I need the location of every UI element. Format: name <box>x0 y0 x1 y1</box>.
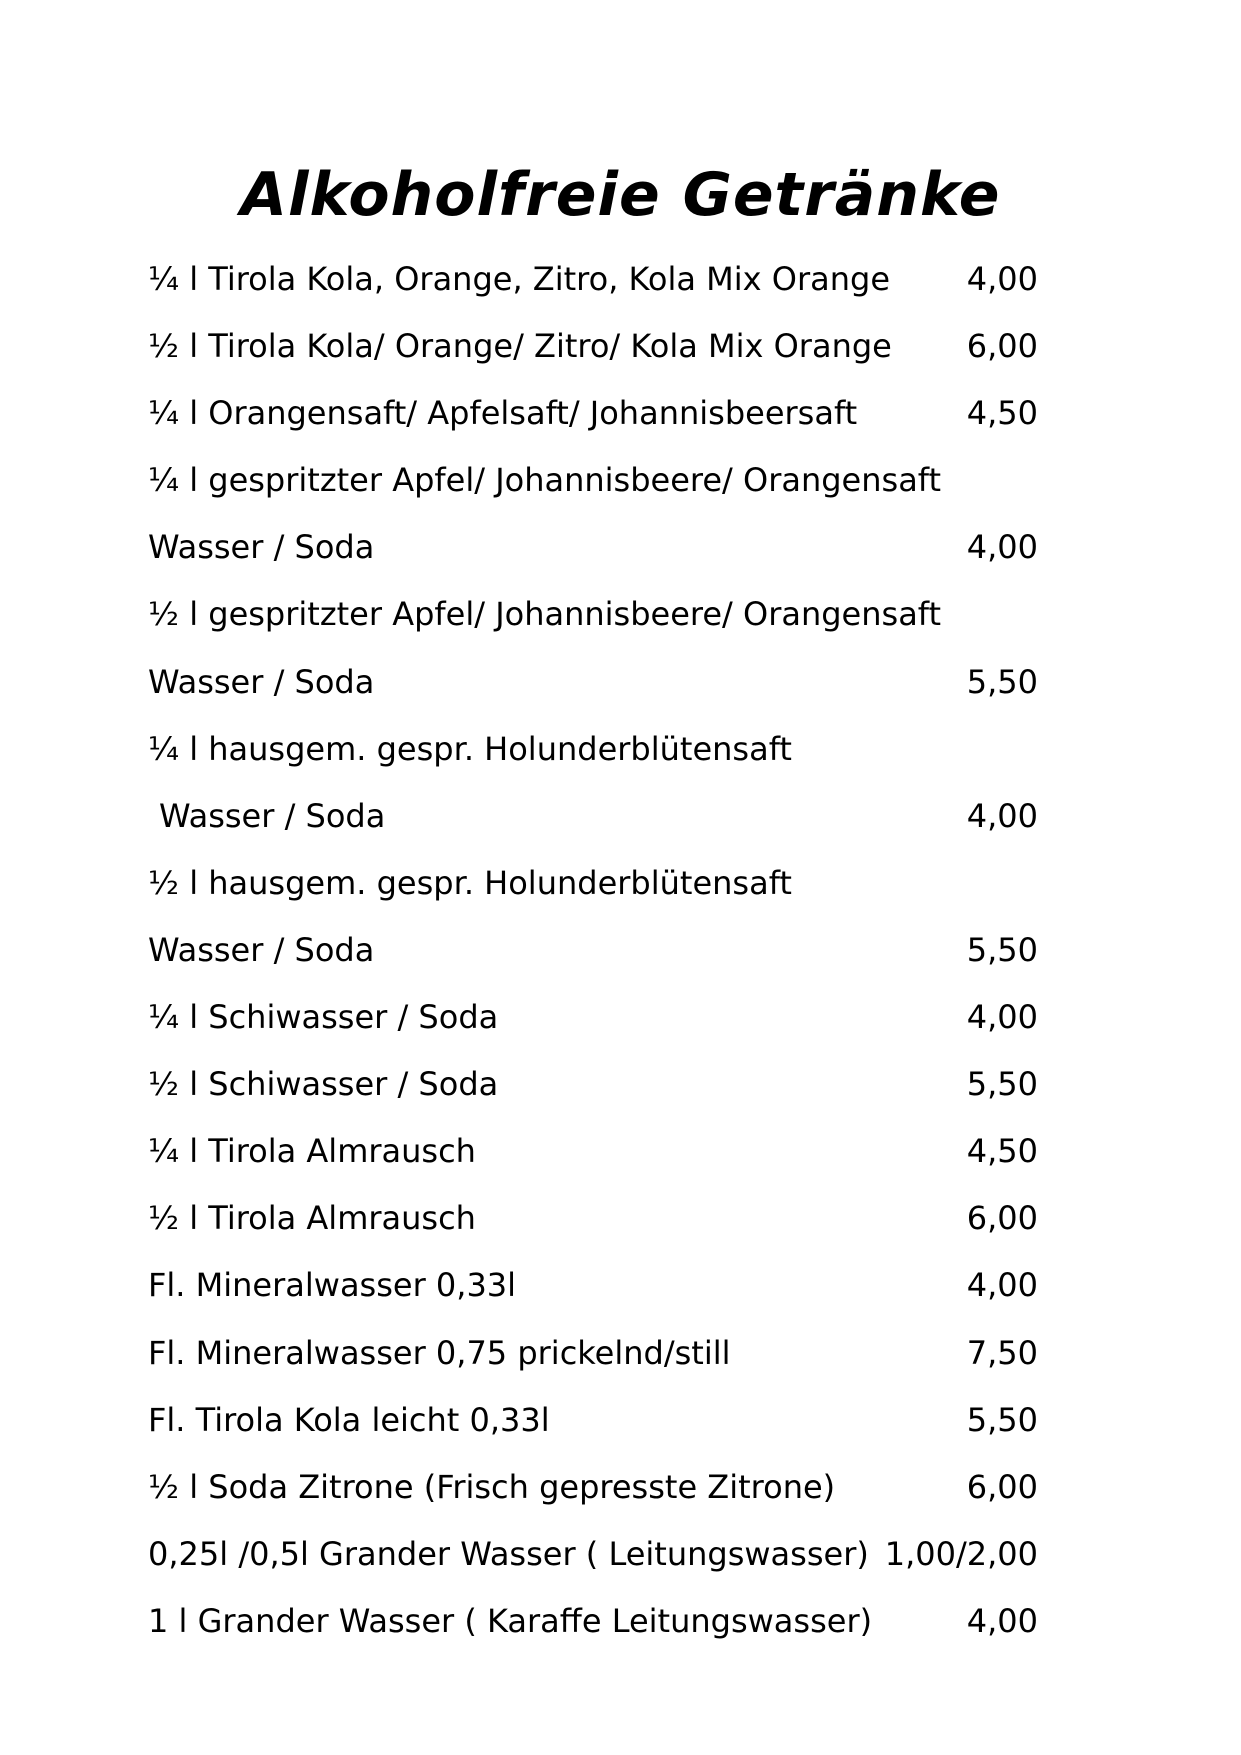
item-name: Wasser / Soda <box>148 930 375 969</box>
item-name: ½ l Tirola Almrausch <box>148 1199 476 1238</box>
item-name: 0,25l /0,5l Grander Wasser ( Leitungswasser) <box>148 1534 869 1573</box>
drinks-list <box>148 247 1038 1656</box>
item-name: ½ l Tirola Kola/ Orange/ Zitro/ Kola Mix Orange <box>148 327 892 366</box>
item-price: 6,00 <box>966 327 1038 366</box>
list-item <box>148 314 1038 381</box>
item-price: 6,00 <box>966 1467 1038 1506</box>
item-name: Fl. Mineralwasser 0,75 prickelnd/still <box>148 1333 731 1372</box>
list-item <box>148 1119 1038 1186</box>
list-item <box>148 918 1038 985</box>
list-item <box>148 851 1038 918</box>
item-name: Fl. Mineralwasser 0,33l <box>148 1266 517 1305</box>
list-item <box>148 582 1038 649</box>
page-title: Alkoholfreie Getränke <box>240 160 1001 230</box>
item-name: Wasser / Soda <box>159 796 386 835</box>
list-item <box>148 1052 1038 1119</box>
item-price: 5,50 <box>966 662 1038 701</box>
item-name: ¼ l Schiwasser / Soda <box>148 998 499 1037</box>
list-item <box>148 247 1038 314</box>
item-price: 4,00 <box>966 260 1038 298</box>
item-name: ½ l Schiwasser / Soda <box>148 1065 499 1104</box>
list-item <box>148 1186 1038 1253</box>
item-name: ½ l hausgem. gespr. Holunderblütensaft <box>148 863 792 902</box>
list-item <box>148 650 1038 717</box>
list-item <box>148 717 1038 784</box>
list-item <box>148 985 1038 1052</box>
list-item <box>148 1321 1038 1388</box>
item-name: ¼ l hausgem. gespr. Holunderblütensaft <box>148 729 792 768</box>
item-price: 4,00 <box>966 1601 1038 1640</box>
list-item <box>148 381 1038 448</box>
list-item <box>148 1455 1038 1522</box>
item-price: 4,50 <box>966 1132 1038 1171</box>
list-item <box>148 1253 1038 1320</box>
item-price: 5,50 <box>966 1065 1038 1104</box>
item-price: 5,50 <box>966 930 1038 969</box>
item-price: 5,50 <box>966 1400 1038 1439</box>
item-name: ¼ l Tirola Kola, Orange, Zitro, Kola Mix Orange <box>148 260 891 298</box>
item-price: 6,00 <box>966 1199 1038 1238</box>
item-name: ½ l Soda Zitrone (Frisch gepresste Zitrone) <box>148 1467 836 1506</box>
list-item <box>148 515 1038 582</box>
item-price: 4,50 <box>966 394 1038 433</box>
item-price: 4,00 <box>966 796 1038 835</box>
item-price: 4,00 <box>966 998 1038 1037</box>
list-item <box>148 1522 1038 1589</box>
item-price: 4,00 <box>966 528 1038 567</box>
item-name: Wasser / Soda <box>148 528 375 567</box>
item-name: ½ l gespritzter Apfel/ Johannisbeere/ Orangensaft <box>148 595 942 634</box>
item-name: ¼ l Tirola Almrausch <box>148 1132 476 1171</box>
item-price: 7,50 <box>966 1333 1038 1372</box>
list-item <box>148 1589 1038 1656</box>
item-name: ¼ l Orangensaft/ Apfelsaft/ Johannisbeersaft <box>148 394 858 433</box>
list-item <box>148 448 1038 515</box>
item-name: 1 l Grander Wasser ( Karaffe Leitungswasser) <box>148 1601 873 1640</box>
list-item <box>148 1388 1038 1455</box>
item-price: 1,00/2,00 <box>884 1534 1038 1573</box>
item-price: 4,00 <box>966 1266 1038 1305</box>
item-name: Wasser / Soda <box>148 662 375 701</box>
item-name: Fl. Tirola Kola leicht 0,33l <box>148 1400 550 1439</box>
item-name: ¼ l gespritzter Apfel/ Johannisbeere/ Orangensaft <box>148 461 942 500</box>
list-item <box>148 784 1038 851</box>
